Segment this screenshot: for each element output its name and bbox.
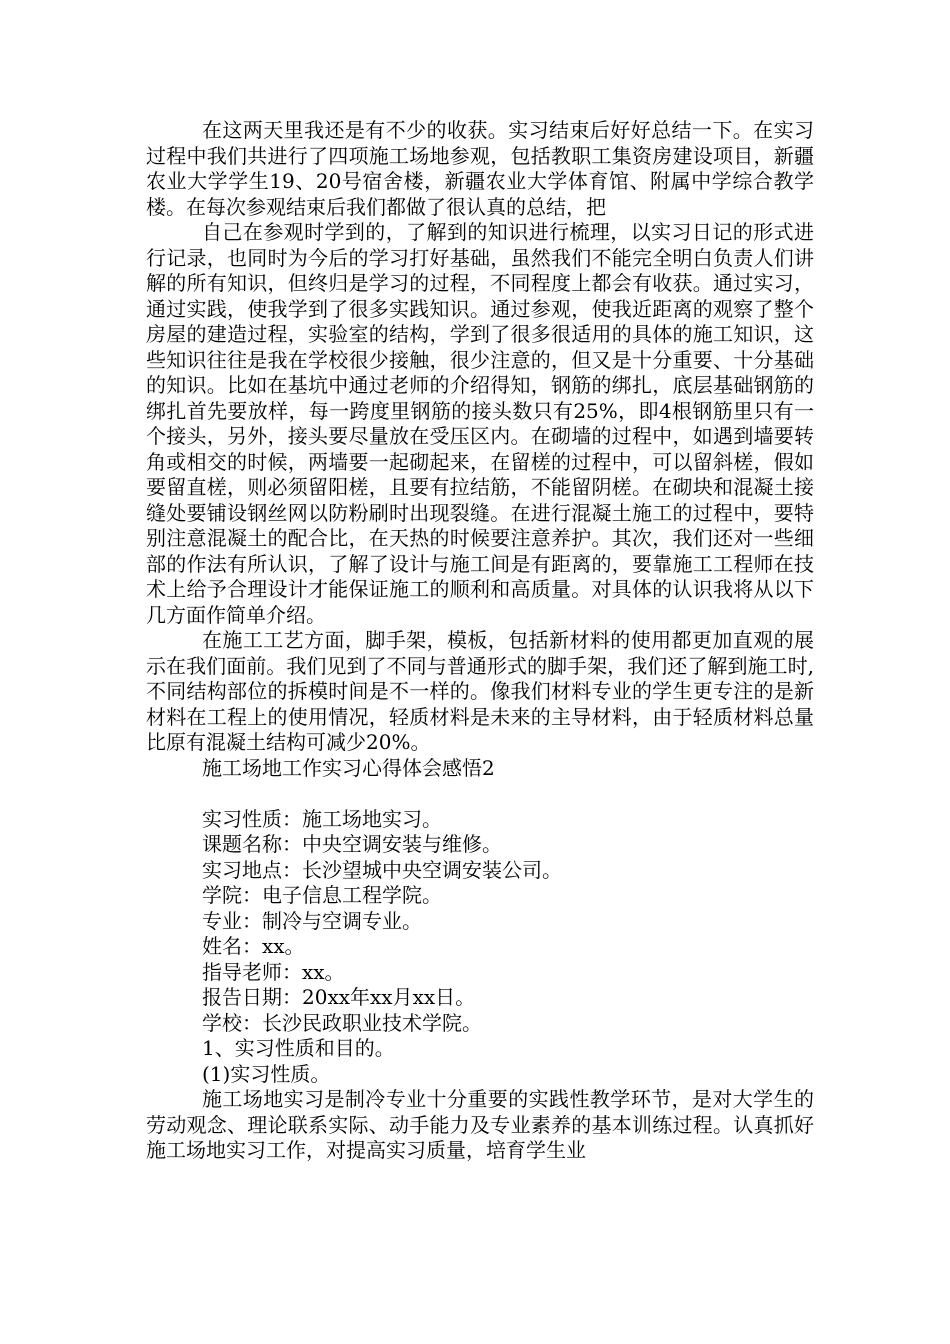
info-location: 实习地点：长沙望城中央空调安装公司。 (202, 857, 562, 882)
info-major: 专业：制冷与空调专业。 (202, 908, 422, 933)
heading-nature-purpose: 1、实习性质和目的。 (202, 1036, 395, 1060)
info-nature: 实习性质：施工场地实习。 (202, 806, 442, 831)
info-advisor: 指导老师：xx。 (202, 959, 345, 984)
info-name: 姓名：xx。 (202, 934, 305, 958)
info-topic: 课题名称：中央空调安装与维修。 (202, 832, 502, 856)
paragraph-process: 在施工工艺方面，脚手架，模板，包括新材料的使用都更加直观的展示在我们面前。我们见到了不同与普通形式的脚手架，我们还了解到施工时,不同结构部位的拆模时间是不一样的。像我们材料专业的学生更专注的是新材料在工程上的使用情况，轻质材料是未来的主导材料，由于轻质材料总量比原有混凝土结构可减少20%。 (146, 628, 814, 754)
info-report-date: 报告日期：20xx年xx月xx日。 (202, 985, 476, 1009)
paragraph-final: 施工场地实习是制冷专业十分重要的实践性教学环节，是对大学生的劳动观念、理论联系实际、动手能力及专业素养的基本训练过程。认真抓好施工场地实习工作，对提高实习质量，培育学生业 (146, 1087, 814, 1162)
document-page (146, 118, 814, 1164)
blank-line (146, 781, 814, 807)
section-title: 施工场地工作实习心得体会感悟2 (202, 755, 495, 780)
info-school: 学校：长沙民政职业技术学院。 (202, 1010, 482, 1035)
paragraph-knowledge: 自己在参观时学到的，了解到的知识进行梳理，以实习日记的形式进行记录，也同时为今后的学习打好基础，虽然我们不能完全明白负责人们讲解的所有知识，但终归是学习的过程，不同程度上都会有收获。通过实习，通过实践，使我学到了很多实践知识。通过参观，使我近距离的观察了整个房屋的建造过程，实验室的结构，学到了很多很适用的具体的施工知识，这些知识往往是我在学校很少接触，很少注意的，但又是十分重要、十分基础的知识。比如在基坑中通过老师的介绍得知，钢筋的绑扎，底层基础钢筋的绑扎首先要放样，每一跨度里钢筋的接头数只有25%，即4根钢筋里只有一个接头，另外，接头要尽量放在受压区内。在砌墙的过程中，如遇到墙要转角或相交的时候，两墙要一起砌起来，在留槎的过程中，可以留斜槎，假如要留直槎，则必须留阳槎，且要有拉结筋，不能留阴槎。在砌块和混凝土接缝处要铺设钢丝网以防粉刷时出现裂缝。在进行混凝土施工的过程中，要特别注意混凝土的配合比，在天热的时候要注意养护。其次，我们还对一些细部的作法有所认识，了解了设计与施工间是有距离的，要靠施工工程师在技术上给予合理设计才能保证施工的顺利和高质量。对具体的认识我将从以下几方面作简单介绍。 (146, 220, 814, 627)
info-college: 学院：电子信息工程学院。 (202, 883, 442, 907)
paragraph-summary: 在这两天里我还是有不少的收获。实习结束后好好总结一下。在实习过程中我们共进行了四项施工场地参观，包括教职工集资房建设项目，新疆农业大学学生19、20号宿舍楼，新疆农业大学体育馆、附属中学综合教学楼。在每次参观结束后我们都做了很认真的总结，把 (146, 118, 814, 219)
subheading-nature: (1)实习性质。 (202, 1061, 331, 1086)
